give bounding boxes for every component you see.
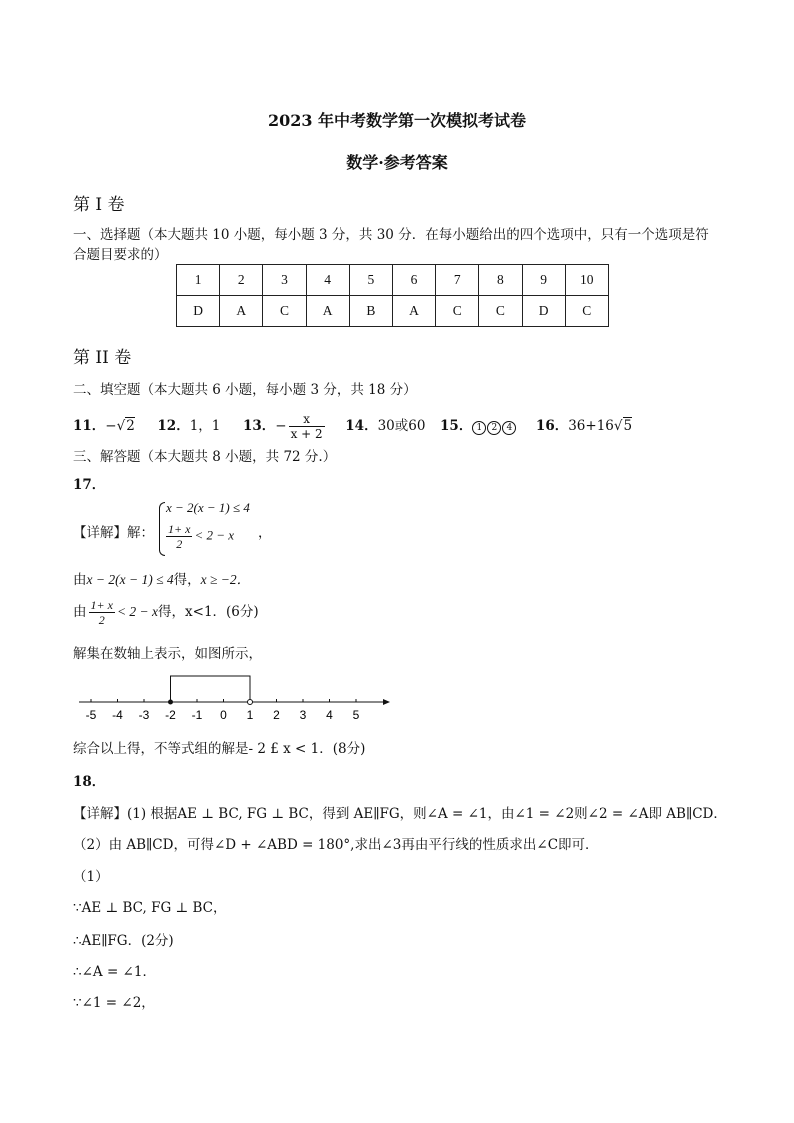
- q17-step2-frac-den: 2: [98, 613, 105, 627]
- table-cell: 6: [392, 265, 435, 296]
- q17-detail-prefix: 【详解】解：: [73, 525, 154, 541]
- tick-label: 0: [220, 708, 227, 720]
- exam-title: 2023 年中考数学第一次模拟考试卷: [267, 111, 527, 130]
- q17-step1-result: x ≥ −2．: [200, 572, 251, 587]
- q13-label: 13．: [242, 418, 276, 434]
- table-cell: C: [479, 296, 522, 327]
- part1-heading: 第 I 卷: [73, 195, 125, 215]
- q11-sqrt-value: 2: [126, 418, 135, 434]
- choice-instruction-line2: 合题目要求的）: [73, 247, 168, 263]
- q17-step2-fraction: [89, 598, 115, 627]
- q17-step2-mid: 得，: [158, 604, 186, 620]
- q17-step2-frac-num: 1+ x: [90, 598, 113, 612]
- table-cell: C: [263, 296, 306, 327]
- q17-numberline-intro: 解集在数轴上表示，如图所示，: [73, 646, 262, 662]
- q12-answer: 1，1: [189, 418, 221, 434]
- q18-detail1: 【详解】(1) 根据AE ⊥ BC, FG ⊥ BC，得到 AE∥FG，则∠A = ∠1，由∠1 = ∠2则∠2 = ∠A即 AB∥CD．: [73, 806, 727, 822]
- q17-system-frac-den: 2: [176, 537, 183, 551]
- q18-part1-label: （1）: [73, 869, 109, 885]
- tick-label: 1: [246, 708, 254, 720]
- table-cell: 8: [479, 265, 522, 296]
- q17-step1-mid: 得，: [173, 572, 201, 588]
- table-cell: C: [565, 296, 608, 327]
- tick-label: 3: [299, 708, 307, 720]
- table-cell: 7: [436, 265, 479, 296]
- q15-circled-number: 2: [487, 421, 501, 435]
- tick-label: 2: [273, 708, 280, 720]
- table-cell: 1: [177, 265, 220, 296]
- fill-answers-line: [73, 412, 632, 441]
- q13-denominator: x + 2: [290, 427, 323, 441]
- q18-line3: ∴∠A = ∠1．: [73, 964, 156, 980]
- q14-answer: 30或60: [377, 418, 426, 434]
- q16-prefix: 36+16: [568, 418, 614, 434]
- q13-fraction: [289, 412, 325, 441]
- q17-step2-expr: < 2 − x: [116, 604, 159, 619]
- answer-table-number-row: [177, 265, 609, 296]
- tick-label: -5: [85, 708, 97, 720]
- q17-step1-prefix: 由: [73, 572, 87, 588]
- table-cell: 10: [565, 265, 608, 296]
- q17-system-line2: [164, 522, 234, 551]
- q18-line1: ∵AE ⊥ BC, FG ⊥ BC，: [73, 900, 227, 916]
- tick-label: 5: [352, 708, 360, 720]
- table-cell: D: [177, 296, 220, 327]
- q18-line4: ∵∠1 = ∠2，: [73, 995, 155, 1011]
- q13-numerator: x: [289, 412, 325, 427]
- part2-heading: 第 II 卷: [73, 348, 132, 368]
- tick-label: -3: [138, 708, 150, 720]
- tick-label: -1: [191, 708, 203, 720]
- solve-heading: 三、解答题（本大题共 8 小题，共 72 分.）: [73, 449, 337, 465]
- fill-heading: 二、填空题（本大题共 6 小题，每小题 3 分，共 18 分）: [73, 382, 417, 398]
- q17-step1-expr: x − 2(x − 1) ≤ 4: [86, 572, 174, 587]
- sqrt-symbol-icon: √: [116, 418, 126, 434]
- q16-sqrt-value: 5: [623, 418, 633, 434]
- choice-instruction-line1: 一、选择题（本大题共 10 小题，每小题 3 分，共 30 分．在每小题给出的四个选项中，只有一个选项是符: [73, 227, 709, 243]
- table-cell: 2: [220, 265, 263, 296]
- table-cell: A: [306, 296, 349, 327]
- q15-circled-number: 4: [502, 421, 516, 435]
- tick-label: -2: [165, 708, 176, 720]
- q17-conclusion: 综合以上得，不等式组的解是- 2 £ x < 1．(8分): [73, 741, 366, 757]
- table-cell: 5: [349, 265, 392, 296]
- q15-circled-number: 1: [472, 421, 486, 435]
- q17-system-line2-rest: < 2 − x: [194, 527, 235, 543]
- tick-label: -4: [112, 708, 123, 720]
- q17-step2-prefix: 由: [73, 604, 87, 620]
- table-cell: 4: [306, 265, 349, 296]
- q17-system-comma: ，: [258, 525, 272, 541]
- closed-endpoint: [168, 700, 173, 705]
- q17-system-line1: x − 2(x − 1) ≤ 4: [166, 500, 250, 515]
- q18-line2: ∴AE∥FG．(2分): [73, 933, 174, 949]
- q17-system-fraction: [166, 522, 192, 551]
- q18-detail2: （2）由 AB∥CD，可得∠D + ∠ABD = 180°,求出∠3再由平行线的性质求出∠C即可．: [73, 837, 599, 853]
- table-cell: C: [436, 296, 479, 327]
- table-cell: A: [220, 296, 263, 327]
- q11-sign: −: [105, 418, 117, 434]
- q16-label: 16．: [535, 418, 569, 434]
- q15-label: 15．: [440, 418, 473, 434]
- q14-label: 14．: [345, 418, 378, 434]
- solution-bracket: [171, 676, 251, 702]
- table-cell: 9: [522, 265, 565, 296]
- answer-subtitle: 数学·参考答案: [346, 153, 448, 172]
- answer-table: [176, 264, 609, 327]
- q12-label: 12．: [157, 418, 190, 434]
- q18-label: 18．: [73, 774, 106, 790]
- q17-label: 17．: [73, 477, 106, 493]
- table-cell: D: [522, 296, 565, 327]
- table-cell: A: [392, 296, 435, 327]
- q11-label: 11．: [73, 418, 106, 434]
- q17-system-frac-num: 1+ x: [168, 522, 191, 536]
- tick-label: 4: [326, 708, 333, 720]
- open-endpoint: [248, 700, 253, 705]
- number-line-figure: [75, 670, 405, 720]
- q17-step2-result: x<1．(6分): [185, 604, 259, 620]
- table-cell: 3: [263, 265, 306, 296]
- table-cell: B: [349, 296, 392, 327]
- q17-step1: [73, 568, 250, 588]
- answer-table-answer-row: [177, 296, 609, 327]
- q13-sign: −: [275, 418, 287, 434]
- sqrt-symbol-icon: √: [613, 418, 623, 434]
- q17-step2: [73, 598, 259, 627]
- axis-arrow-icon: [383, 699, 390, 705]
